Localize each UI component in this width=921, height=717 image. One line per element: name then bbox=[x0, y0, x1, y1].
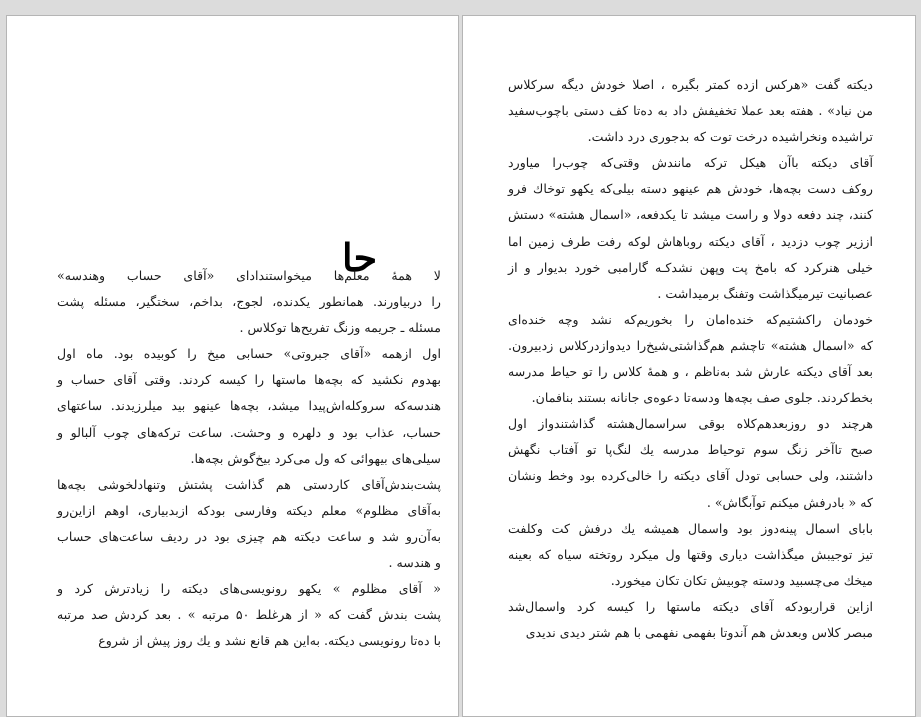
text-line: آقای دیکته باآن هیکل ترکه مانندش وقتی‌که چوب‌را میاورد bbox=[508, 155, 873, 171]
text-line: عصبانیت تیرمیگذاشت وتفنگ برمیداشت . bbox=[657, 285, 873, 301]
text-line: پشت بندش گفت که « از هرغلط ۵۰ مرتبه » . بعد کردش صد مرتبه bbox=[57, 607, 442, 623]
text-line: به‌آن‌رو شد و ساعت دیکته هم چیزی بود در ردیف ساعت‌های حساب bbox=[57, 528, 441, 544]
text-line: ازاین قرار‌بودکه آقای دیکته ماستها را کیسه کرد واسمال‌شد bbox=[508, 598, 873, 614]
text-line: هندسه‌که سروکله‌اش‌پیدا میشد، بچه‌ها عینهو بید میلرزیدند. ساعتهای bbox=[57, 398, 441, 414]
text-line: که «اسمال هشته» تاچشم هم‌گذاشتی‌شیخ‌را دیدواز‌درکلاس زدبیرون. bbox=[508, 337, 873, 353]
text-line: دیکته گفت «هرکس ازده کمتر بگیره ، اصلا خودش دیگه سرکلاس bbox=[508, 77, 873, 92]
text-line: با ده‌تا رونویسی دیکته. به‌این هم قانع نشد و یك روز پیش از شروع bbox=[98, 633, 441, 649]
text-line: بابای اسمال پینه‌دوز بود واسمال همیشه یك درفش کت وکلفت bbox=[508, 520, 873, 536]
text-line: بخط‌کردند. جلوی صف بچه‌ها ودسه‌تا دعوه‌ی جانانه بستند بنافمان. bbox=[531, 390, 873, 406]
text-line: مبصر کلاس وبعدش هم آندوتا بفهمی نفهمی با هم شتر دیدی ندیدی bbox=[525, 624, 873, 640]
text-line: که « بادرفش میکنم توآبگاش» . bbox=[706, 494, 873, 510]
text-line: لا همهٔ معلم‌ها میخواستندادای «آقای حساب وهندسه» bbox=[57, 268, 441, 283]
text-line: هرچند دو روزبعدهم‌کلاه بوقی سراسمال‌هشته گذاشتندواز اول bbox=[508, 416, 873, 432]
text-line: تراشیده ونخراشیده درخت توت که بدجوری درد داشت. bbox=[587, 129, 873, 145]
text-line: سیلی‌های بیهوائی که ول می‌کرد بیخ‌گوش بچه‌ها. bbox=[190, 450, 441, 466]
text-line: « آقای مظلوم » یکهو رونویسی‌های دیکته را زیادترش کرد و bbox=[57, 581, 441, 597]
text-line: به‌آقای مظلوم» معلم دیکته وفارسی بودکه ازبدبیاری، اوهم ازاین‌رو bbox=[57, 502, 441, 518]
right-page-text bbox=[508, 72, 873, 646]
text-line: را دربیاورند. همانطور یکدنده، لجوج، بداخم، سختگیر، مسئله پشت bbox=[57, 294, 441, 310]
text-line: اززیر چوب دزدید ، آقای دیکته روباهاش لوکه رفت طرف زمین اما bbox=[508, 233, 873, 249]
text-line: بعد آقای دیکته عارش شد بەناظم ، و همهٔ کلاس را تو حیاط مدرسه bbox=[508, 364, 873, 380]
text-line: روکف دست بچه‌ها، خودش هم عینهو دسته بیلی‌که یکهو توخاك فرو bbox=[508, 181, 873, 197]
text-line: صبح تاآخر زنگ سوم توحیاط مدرسه یك لنگ‌پا تو آفتاب نگهش bbox=[508, 442, 873, 458]
text-line: خیلی هنرکرد که بامخ پت وپهن نشدکـه گارامبی خورد بدیوار و از bbox=[508, 259, 873, 275]
right-page bbox=[462, 15, 916, 717]
text-line: خودمان راکشتیم‌که خنده‌امان را بخوریم‌که نشد وچه خنده‌ای bbox=[508, 311, 873, 327]
text-line: و هندسه . bbox=[388, 555, 441, 571]
text-line: حساب، عذاب بود و دلهره و وحشت. ساعت ترکه‌های چوب آلبالو و bbox=[57, 424, 441, 440]
text-line: اول ازهمه «آقای جبروتی» حسابی میخ را کوبیده بود. ماه اول bbox=[57, 346, 441, 362]
text-line: کنند، چند دفعه دولا و راست میشد تا یکدفعه، «اسمال هشته» دستش bbox=[508, 207, 873, 223]
text-line: من نیاد» . هفته بعد عملا تخفیفش داد به ده‌تا کف دستی باچوب‌سفید bbox=[508, 103, 873, 119]
left-page-text bbox=[57, 263, 441, 654]
text-line: میخك می‌چسبید ودسته چوبیش تکان تکان میخورد. bbox=[610, 572, 873, 588]
text-line: داشتند، ولی حسابی تودل آقای دیکته را خالی‌کرده بود وخط ونشان bbox=[508, 468, 873, 484]
text-line: بهدوم نکشید که بچه‌ها ماستها را کیسه کردند. وقتی آقای حساب و bbox=[57, 372, 441, 388]
left-page bbox=[6, 15, 459, 717]
chapter-heading: حا bbox=[342, 235, 378, 280]
text-line: مسئله ـ جریمه وزنگ تفریح‌ها توکلاس . bbox=[239, 320, 441, 336]
text-line: تیز توجیبش میگذاشت دیاری وقتها ول میکرد روتخته سیاه که بعینه bbox=[508, 546, 873, 562]
text-line: پشت‌بندش‌آقای کاردستی هم گذاشت پشتش وتنهادلخوشی بچه‌ها bbox=[57, 476, 441, 492]
